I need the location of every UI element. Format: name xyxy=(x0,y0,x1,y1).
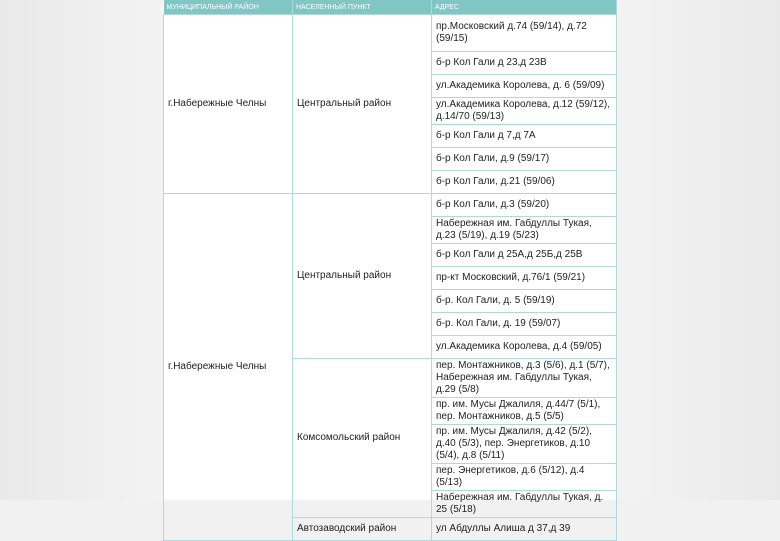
header-address: АДРЕС xyxy=(432,0,617,15)
address-cell: пр. им. Мусы Джалиля, д.44/7 (5/1), пер. Монтажников, д.5 (5/5) xyxy=(432,398,617,425)
settlement-cell: Автозаводский район xyxy=(293,518,432,541)
address-cell: б-р Кол Гали д 25А,д 25Б,д 25В xyxy=(432,244,617,267)
address-cell: ул.Академика Королева, д. 6 (59/09) xyxy=(432,75,617,98)
address-cell: б-р Кол Гали, д.3 (59/20) xyxy=(432,194,617,217)
right-background xyxy=(616,0,780,500)
address-cell: пр.Московский д.74 (59/14), д.72 (59/15) xyxy=(432,15,617,52)
address-cell: ул.Академика Королева, д.4 (59/05) xyxy=(432,336,617,359)
header-settlement: НАСЕЛЕННЫЙ ПУНКТ xyxy=(293,0,432,15)
address-cell: пер. Энергетиков, д.6 (5/12), д.4 (5/13) xyxy=(432,464,617,491)
municipality-cell: г.Набережные Челны xyxy=(164,194,293,541)
municipality-cell: г.Набережные Челны xyxy=(164,15,293,194)
table-row xyxy=(164,15,617,52)
address-cell: пр. им. Мусы Джалиля, д.42 (5/2), д.40 (5/3), пер. Энергетиков, д.10 (5/4), д.8 (5/11) xyxy=(432,425,617,464)
settlement-cell: Центральный район xyxy=(293,194,432,359)
address-table xyxy=(163,0,617,541)
address-cell: б-р. Кол Гали, д. 19 (59/07) xyxy=(432,313,617,336)
address-cell: ул.Академика Королева, д.12 (59/12), д.14/70 (59/13) xyxy=(432,98,617,125)
address-cell: б-р. Кол Гали, д. 5 (59/19) xyxy=(432,290,617,313)
address-cell: б-р Кол Гали д 7,д 7А xyxy=(432,125,617,148)
settlement-cell: Комсомольский район xyxy=(293,359,432,518)
address-cell: б-р Кол Гали д 23,д 23В xyxy=(432,52,617,75)
address-table-sheet xyxy=(163,0,616,534)
address-cell: б-р Кол Гали, д.21 (59/06) xyxy=(432,171,617,194)
table-header-row xyxy=(164,0,617,15)
address-cell: б-р Кол Гали, д.9 (59/17) xyxy=(432,148,617,171)
address-cell: пер. Монтажников, д.3 (5/6), д.1 (5/7), Набережная им. Габдуллы Тукая, д.29 (5/8) xyxy=(432,359,617,398)
left-background xyxy=(0,0,163,500)
header-municipality: МУНИЦИПАЛЬНЫЙ РАЙОН xyxy=(164,0,293,15)
table-row xyxy=(164,194,617,217)
address-cell: ул Абдуллы Алиша д 37,д 39 xyxy=(432,518,617,541)
settlement-cell: Центральный район xyxy=(293,15,432,194)
address-cell: пр-кт Московский, д.76/1 (59/21) xyxy=(432,267,617,290)
address-cell: Набережная им. Габдуллы Тукая, д.23 (5/19), д.19 (5/23) xyxy=(432,217,617,244)
address-cell: Набережная им. Габдуллы Тукая, д. 25 (5/18) xyxy=(432,491,617,518)
